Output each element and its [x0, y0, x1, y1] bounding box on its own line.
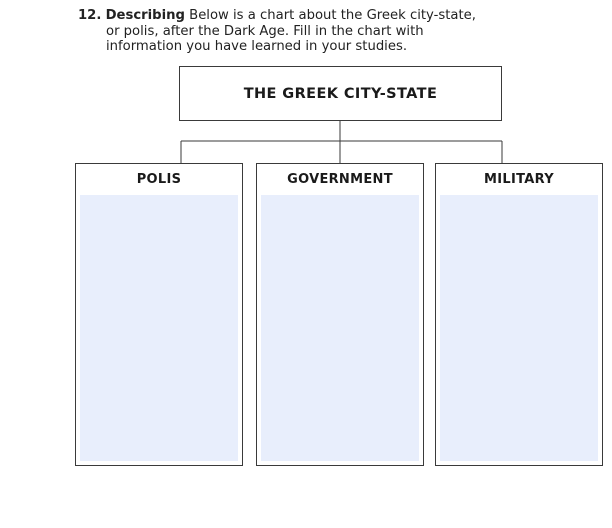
question-line-3: information you have learned in your studies.: [106, 39, 408, 55]
question-line-2: or polis, after the Dark Age. Fill in the chart with: [106, 23, 424, 39]
column-military: [435, 163, 603, 466]
column-government: [256, 163, 424, 466]
chart-title-box: [179, 66, 502, 121]
question-number: 12.: [78, 8, 102, 23]
question-line-1-text: Below is a chart about the Greek city-state,: [184, 8, 476, 23]
column-government-answer-field[interactable]: [261, 195, 419, 461]
chart-title: THE GREEK CITY-STATE: [243, 85, 438, 102]
column-military-header: MILITARY: [484, 172, 554, 187]
column-polis: [75, 163, 243, 466]
column-military-answer-field[interactable]: [440, 195, 598, 461]
column-polis-header: POLIS: [136, 172, 182, 187]
column-government-header: GOVERNMENT: [287, 172, 393, 187]
column-polis-answer-field[interactable]: [80, 195, 238, 461]
question-keyword: Describing: [105, 8, 185, 23]
